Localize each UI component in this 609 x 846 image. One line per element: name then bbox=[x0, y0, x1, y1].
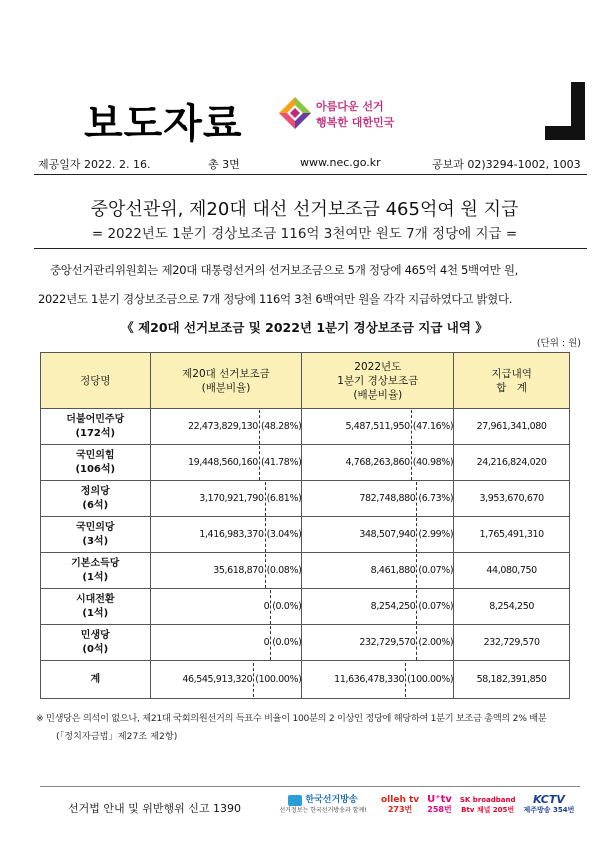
sk-number: Btv 채널 205번 bbox=[461, 806, 515, 814]
body-paragraph-line1: 중앙선거관리위원회는 제20대 대통령선거의 선거보조금으로 5개 정당에 465억 4천 5백여만 원, bbox=[50, 263, 519, 277]
table-unit: (단위 : 원) bbox=[536, 338, 581, 349]
total-label: 계 bbox=[41, 661, 151, 699]
election-subsidy: 0 (0.0%) bbox=[150, 589, 302, 625]
party-name: 국민의힘 (106석) bbox=[41, 445, 151, 481]
quarterly-subsidy-total: 11,636,478,330 (100.00%) bbox=[302, 661, 454, 699]
party-name: 국민의당 (3석) bbox=[41, 517, 151, 553]
sk-channel bbox=[460, 795, 516, 815]
quarterly-subsidy: 348,507,940 (2.99%) bbox=[302, 517, 454, 553]
table-row bbox=[41, 589, 570, 625]
nec-logo-icon bbox=[278, 96, 312, 130]
table-title: 《 제20대 선거보조금 및 2022년 1분기 경상보조금 지급 내역 》 bbox=[121, 320, 488, 335]
kbs-label: 한국선거방송 bbox=[305, 795, 358, 805]
uplus-number: 258번 bbox=[427, 805, 452, 814]
table-row bbox=[41, 517, 570, 553]
headline-subtitle: = 2022년도 1분기 경상보조금 116억 3천여만 원도 7개 정당에 지급 = bbox=[91, 226, 518, 242]
table-total-row bbox=[41, 661, 570, 699]
divider-headline bbox=[34, 248, 587, 249]
total-amount: 27,961,341,080 bbox=[454, 409, 570, 445]
total-amount: 3,953,670,670 bbox=[454, 481, 570, 517]
footer-hotline: 선거법 안내 및 위반행위 신고 1390 bbox=[68, 802, 241, 815]
corner-mark bbox=[545, 82, 585, 140]
election-subsidy: 3,170,921,790 (6.81%) bbox=[150, 481, 302, 517]
quarterly-subsidy: 4,768,263,860 (40.98%) bbox=[302, 445, 454, 481]
party-name: 시대전환 (1석) bbox=[41, 589, 151, 625]
website: www.nec.go.kr bbox=[300, 156, 381, 169]
party-name: 민생당 (0석) bbox=[41, 625, 151, 661]
header-quarterly-subsidy: 2022년도 1분기 경상보조금 (배분비율) bbox=[302, 353, 454, 409]
uplus-channel bbox=[427, 795, 452, 815]
total-amount: 24,216,824,020 bbox=[454, 445, 570, 481]
party-name: 정의당 (6석) bbox=[41, 481, 151, 517]
divider-top bbox=[34, 174, 587, 175]
total-amount: 8,254,250 bbox=[454, 589, 570, 625]
olleh-channel bbox=[381, 795, 419, 815]
sk-label: SK broadband bbox=[459, 796, 516, 804]
footer-divider bbox=[40, 786, 580, 787]
uplus-label: U⁺tv bbox=[427, 794, 452, 805]
table-header-row bbox=[41, 353, 570, 409]
quarterly-subsidy: 8,254,250 (0.07%) bbox=[302, 589, 454, 625]
header-party: 정당명 bbox=[41, 353, 151, 409]
logo-text-line2: 행복한 대한민국 bbox=[316, 116, 395, 129]
page-count: 총 3면 bbox=[208, 158, 240, 171]
olleh-label: olleh tv bbox=[381, 795, 420, 805]
kctv-channel bbox=[524, 795, 575, 815]
footnote-line2: (「정치자금법」제27조 제2항) bbox=[56, 731, 178, 742]
party-name: 기본소득당 (1석) bbox=[41, 553, 151, 589]
kctv-label: KCTV bbox=[532, 793, 565, 806]
contact-info: 공보과 02)3294-1002, 1003 bbox=[432, 158, 581, 171]
grand-total-amount: 58,182,391,850 bbox=[454, 661, 570, 699]
provided-date: 제공일자 2022. 2. 16. bbox=[38, 158, 151, 171]
headline-title: 중앙선관위, 제20대 대선 선거보조금 465억여 원 지급 bbox=[90, 199, 519, 220]
table-row bbox=[41, 445, 570, 481]
kbs-sub: 선거정보는 한국선거방송과 함께! bbox=[279, 806, 367, 814]
total-amount: 232,729,570 bbox=[454, 625, 570, 661]
logo-text-line1: 아름다운 선거 bbox=[316, 100, 384, 113]
tv-icon bbox=[288, 795, 302, 806]
kbs-election-channel bbox=[273, 795, 373, 816]
body-paragraph-line2: 2022년도 1분기 경상보조금으로 7개 정당에 116억 3천 6백여만 원을 각각 지급하였다고 밝혔다. bbox=[38, 292, 513, 306]
quarterly-subsidy: 782,748,880 (6.73%) bbox=[302, 481, 454, 517]
total-amount: 44,080,750 bbox=[454, 553, 570, 589]
header-total: 지급내역 합 계 bbox=[454, 353, 570, 409]
header-election-subsidy: 제20대 선거보조금 (배분비율) bbox=[150, 353, 302, 409]
election-subsidy: 35,618,870 (0.08%) bbox=[150, 553, 302, 589]
press-release-title: 보도자료 bbox=[84, 101, 243, 147]
table-row bbox=[41, 409, 570, 445]
broadcast-banner bbox=[273, 789, 578, 821]
election-subsidy: 22,473,829,130 (48.28%) bbox=[150, 409, 302, 445]
quarterly-subsidy: 8,461,880 (0.07%) bbox=[302, 553, 454, 589]
table-row bbox=[41, 481, 570, 517]
footnote-line1: ※ 민생당은 의석이 없으나, 제21대 국회의원선거의 득표수 비율이 100분의 2 이상인 정당에 해당하여 1분기 보조금 총액의 2% 배분 bbox=[36, 713, 547, 724]
election-subsidy: 19,448,560,160 (41.78%) bbox=[150, 445, 302, 481]
total-amount: 1,765,491,310 bbox=[454, 517, 570, 553]
kctv-number: 제주방송 354번 bbox=[523, 806, 575, 814]
olleh-number: 273번 bbox=[387, 805, 413, 814]
nec-logo bbox=[278, 96, 408, 132]
quarterly-subsidy: 232,729,570 (2.00%) bbox=[302, 625, 454, 661]
election-subsidy: 0 (0.0%) bbox=[150, 625, 302, 661]
subsidy-table bbox=[40, 352, 570, 699]
table-row bbox=[41, 625, 570, 661]
election-subsidy-total: 46,545,913,320 (100.00%) bbox=[150, 661, 302, 699]
party-name: 더불어민주당 (172석) bbox=[41, 409, 151, 445]
quarterly-subsidy: 5,487,511,950 (47.16%) bbox=[302, 409, 454, 445]
election-subsidy: 1,416,983,370 (3.04%) bbox=[150, 517, 302, 553]
table-row bbox=[41, 553, 570, 589]
